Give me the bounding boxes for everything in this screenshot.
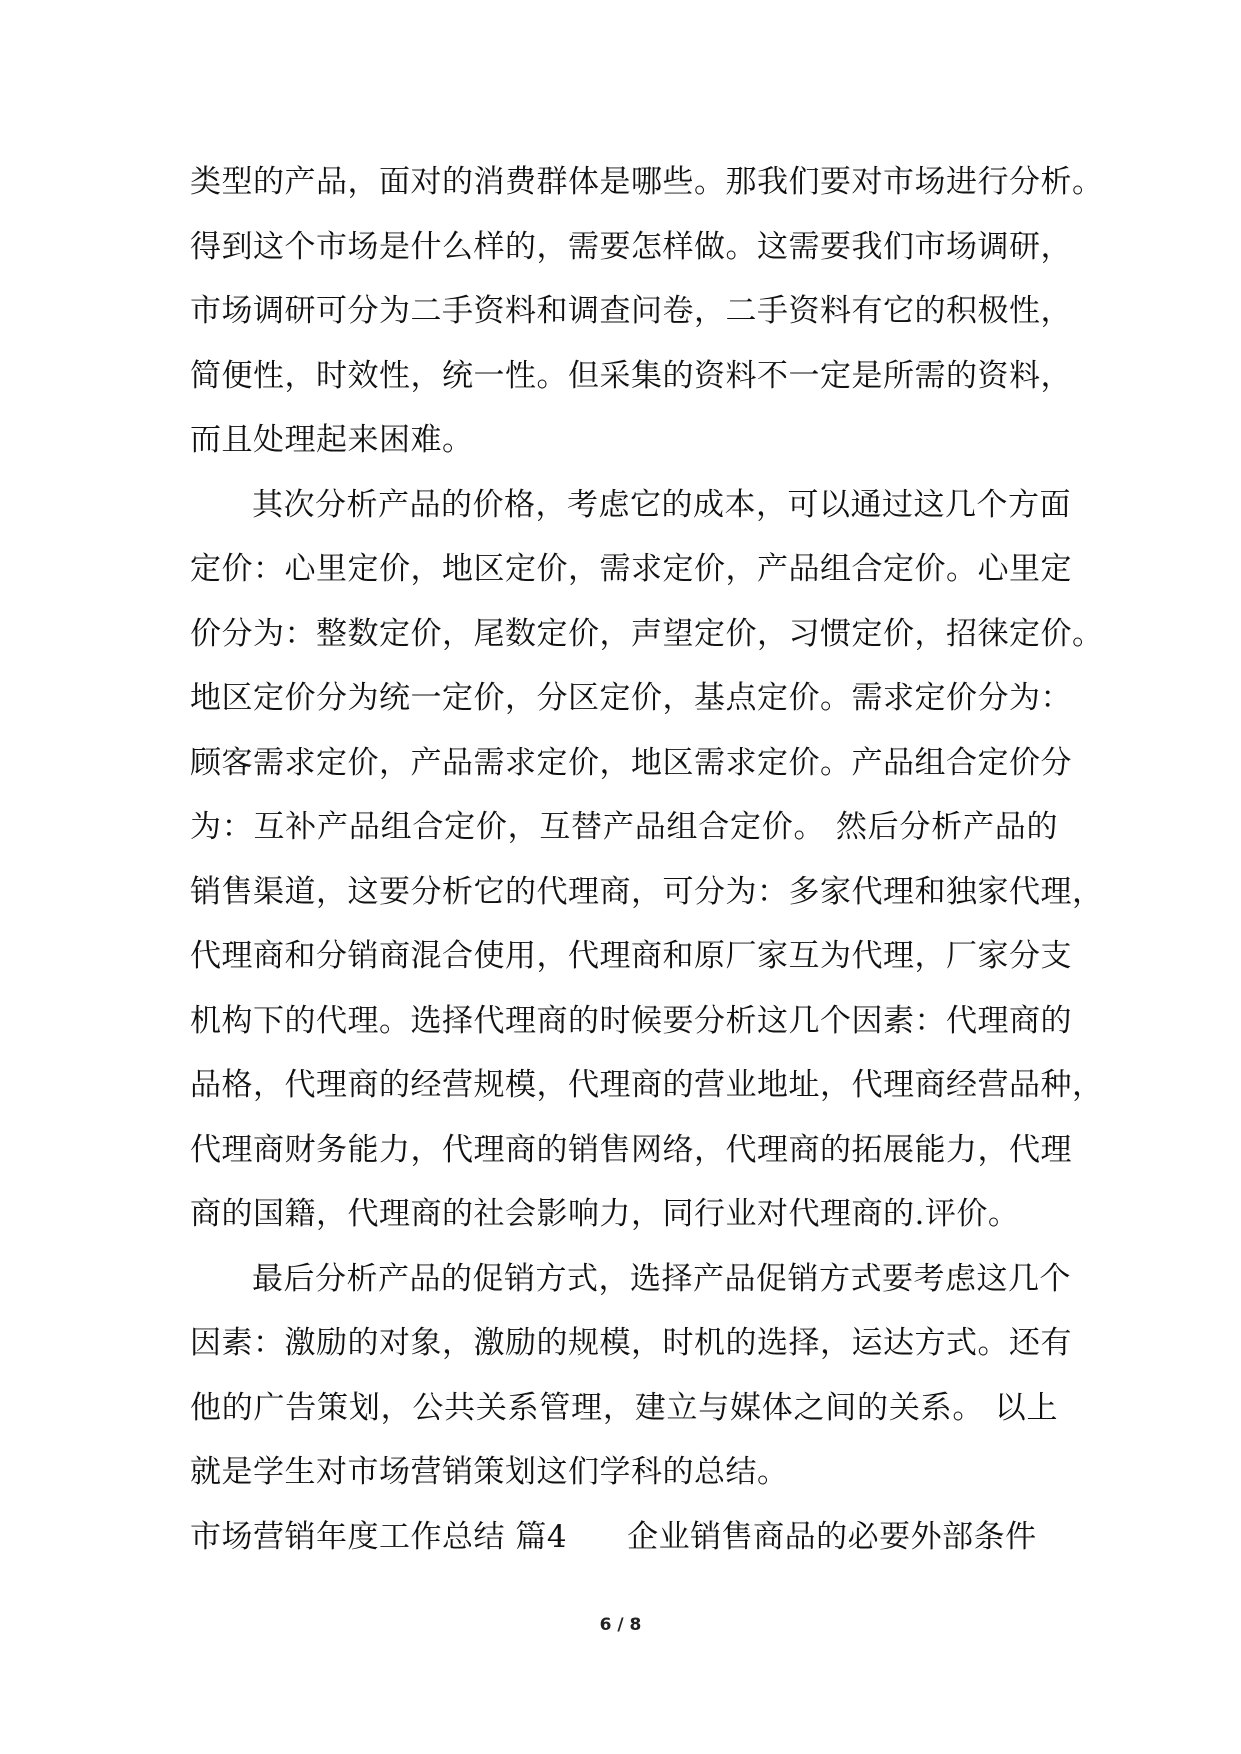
text-line: 得到这个市场是什么样的，需要怎样做。这需要我们市场调研， (190, 228, 1072, 265)
section-heading (190, 1505, 1058, 1570)
text-line: 顾客需求定价，产品需求定价，地区需求定价。产品组合定价分 (190, 744, 1072, 781)
text-line: 品格，代理商的经营规模，代理商的营业地址，代理商经营品种， (190, 1067, 1104, 1103)
text-line: 为：互补产品组合定价，互替产品组合定价。 然后分析产品的 (190, 809, 1058, 845)
text-line: 而且处理起来困难。 (190, 422, 474, 458)
section-lead-text: 企业销售商品的必要外部条件 (627, 1518, 1037, 1555)
text-line: 因素：激励的对象，激励的规模，时机的选择，运达方式。还有 (190, 1325, 1072, 1361)
page-number: 6 / 8 (599, 1615, 642, 1635)
text-line: 简便性，时效性，统一性。但采集的资料不一定是所需的资料， (190, 357, 1072, 394)
text-line: 地区定价分为统一定价，分区定价，基点定价。需求定价分为： (190, 680, 1072, 716)
text-line: 就是学生对市场营销策划这们学科的总结。 (190, 1454, 789, 1490)
section-title: 市场营销年度工作总结 篇4 (190, 1518, 568, 1555)
text-line: 定价：心里定价，地区定价，需求定价，产品组合定价。心里定 (190, 551, 1072, 587)
text-line: 代理商和分销商混合使用，代理商和原厂家互为代理，厂家分支 (190, 938, 1072, 974)
text-line: 最后分析产品的促销方式，选择产品促销方式要考虑这几个 (252, 1260, 1071, 1297)
text-line: 销售渠道，这要分析它的代理商，可分为：多家代理和独家代理， (190, 873, 1104, 910)
text-line: 类型的产品，面对的消费群体是哪些。那我们要对市场进行分析。 (190, 164, 1104, 200)
text-line: 其次分析产品的价格，考虑它的成本，可以通过这几个方面 (252, 486, 1071, 523)
text-line: 他的广告策划，公共关系管理，建立与媒体之间的关系。 以上 (190, 1389, 1058, 1426)
text-line: 市场调研可分为二手资料和调查问卷，二手资料有它的积极性， (190, 293, 1072, 329)
text-line: 商的国籍，代理商的社会影响力，同行业对代理商的.评价。 (190, 1196, 1020, 1232)
body-text (190, 150, 1104, 1569)
text-line: 机构下的代理。选择代理商的时候要分析这几个因素：代理商的 (190, 1002, 1072, 1039)
text-line: 代理商财务能力，代理商的销售网络，代理商的拓展能力，代理 (190, 1131, 1072, 1168)
text-line: 价分为：整数定价，尾数定价，声望定价，习惯定价，招徕定价。 (190, 615, 1104, 652)
